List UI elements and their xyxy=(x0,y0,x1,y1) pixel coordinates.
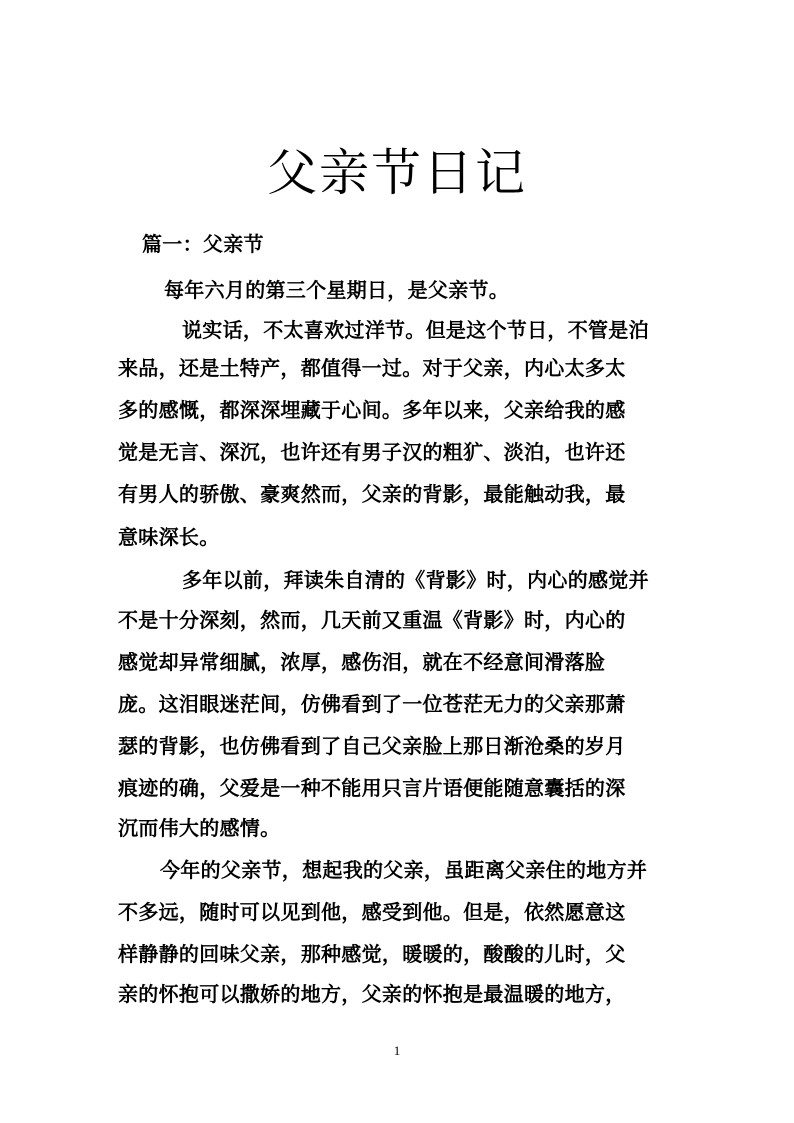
body-line: 每年六月的第三个星期日，是父亲节。 xyxy=(164,278,510,302)
body-line: 来品，还是土特产，都值得一过。对于父亲，内心太多太 xyxy=(118,356,626,380)
body-line: 痕迹的确，父爱是一种不能用只言片语便能随意囊括的深 xyxy=(118,776,626,800)
body-line: 庞。这泪眼迷茫间，仿佛看到了一位苍茫无力的父亲那萧 xyxy=(118,692,626,716)
document-title: 父亲节日记 xyxy=(267,144,527,202)
body-line: 觉是无言、深沉，也许还有男子汉的粗犷、淡泊，也许还 xyxy=(118,440,626,464)
body-line: 瑟的背影，也仿佛看到了自己父亲脸上那日渐沧桑的岁月 xyxy=(118,734,626,758)
body-line: 感觉却异常细腻，浓厚，感伤泪，就在不经意间滑落脸 xyxy=(118,650,606,674)
body-line: 不是十分深刻，然而，几天前又重温《背影》时，内心的 xyxy=(118,608,626,632)
section-heading: 篇一：父亲节 xyxy=(142,232,264,256)
page-number: 1 xyxy=(393,1043,401,1058)
body-line: 不多远，随时可以见到他，感受到他。但是，依然愿意这 xyxy=(118,900,626,924)
body-line: 沉而伟大的感情。 xyxy=(118,816,281,840)
body-line: 亲的怀抱可以撒娇的地方，父亲的怀抱是最温暖的地方， xyxy=(118,982,626,1006)
body-line: 多年以前，拜读朱自清的《背影》时，内心的感觉并 xyxy=(182,568,649,592)
body-line: 意味深长。 xyxy=(118,525,220,549)
body-line: 说实话，不太喜欢过洋节。但是这个节日，不管是泊 xyxy=(182,318,649,342)
body-line: 样静静的回味父亲，那种感觉，暖暖的，酸酸的儿时，父 xyxy=(118,942,626,966)
body-line: 今年的父亲节，想起我的父亲，虽距离父亲住的地方并 xyxy=(160,858,648,882)
body-line: 有男人的骄傲、豪爽然而，父亲的背影，最能触动我，最 xyxy=(118,482,626,506)
body-line: 多的感慨，都深深埋藏于心间。多年以来，父亲给我的感 xyxy=(118,398,626,422)
